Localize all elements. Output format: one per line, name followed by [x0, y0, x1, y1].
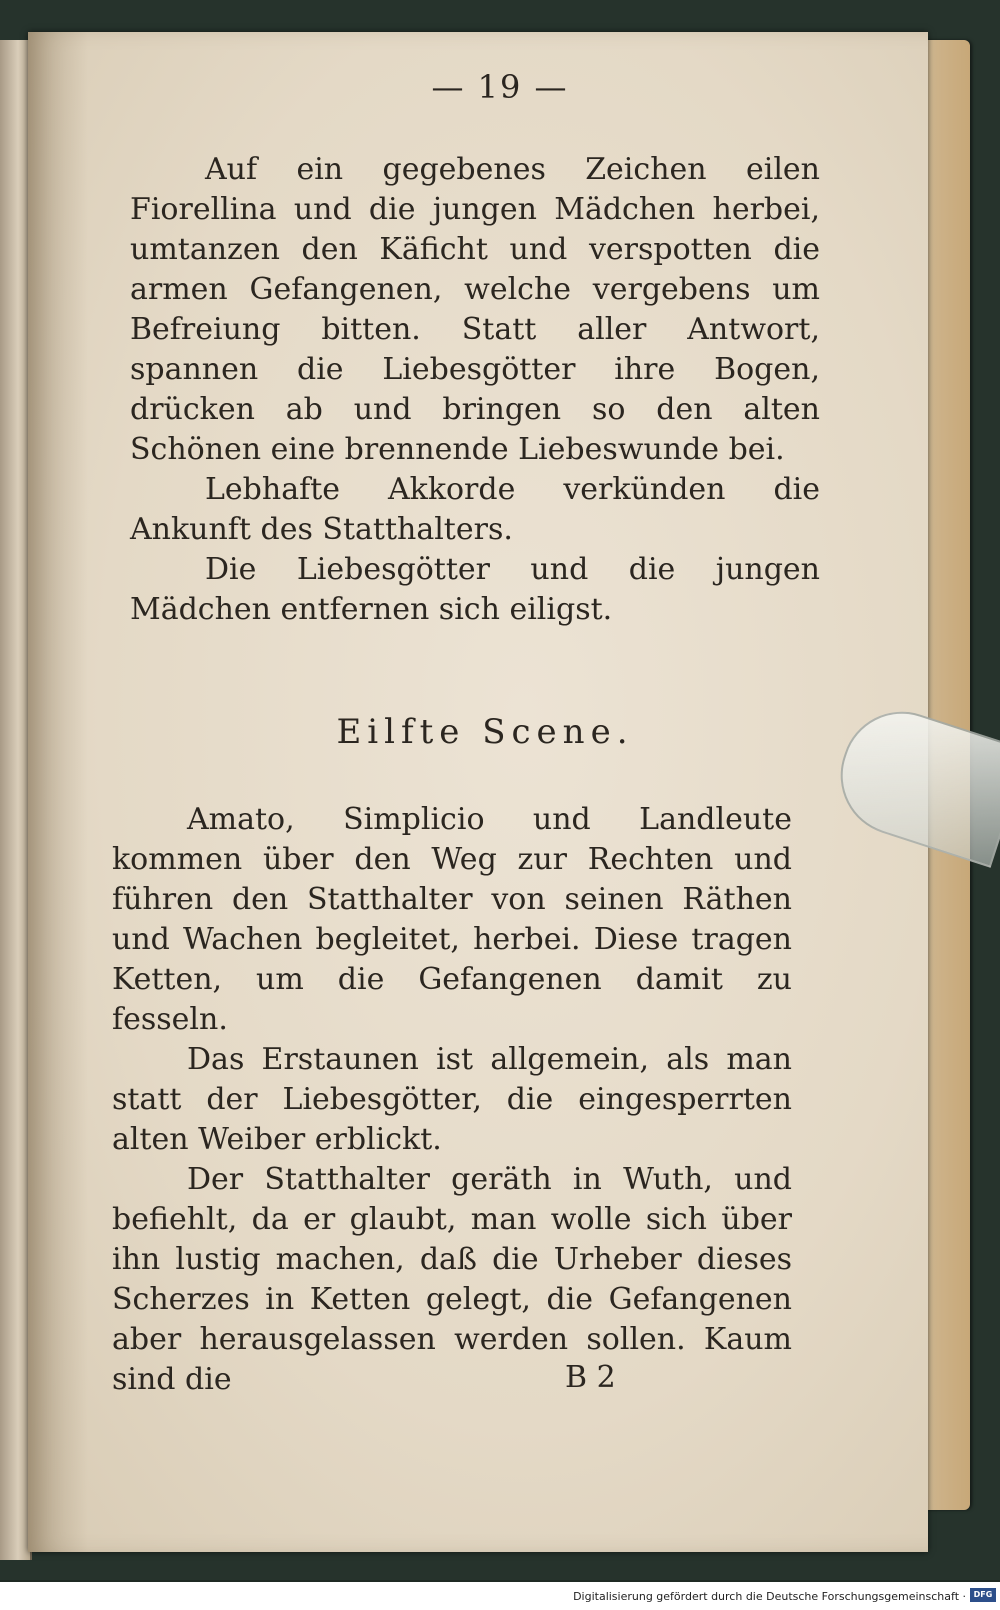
signature-mark: B 2: [565, 1360, 616, 1395]
gutter-shadow: [28, 32, 88, 1552]
paragraph: Amato, Simplicio und Landleute kommen über den Weg zur Rechten und führen den Statthalter von seinen Räthen und Wachen begleitet, herbei. Diese tragen Ketten, um die Gefangenen damit zu fesseln.: [112, 802, 792, 1037]
text-block-top: [130, 150, 820, 630]
paragraph: Auf ein gegebenes Zeichen eilen Fiorellina und die jungen Mädchen herbei, umtanzen den Käficht und verspotten die armen Gefangenen, welche vergebens um Befreiung bitten. Statt aller Antwort, spannen die Liebesgötter ihre Bogen, drücken ab und bringen so den alten Schönen eine brennende Liebeswunde bei.: [130, 152, 820, 467]
dfg-logo: DFG: [970, 1588, 996, 1602]
text-block-bottom: [112, 800, 792, 1400]
paragraph: Lebhafte Akkorde verkünden die Ankunft des Statthalters.: [130, 472, 820, 547]
paragraph: Der Statthalter geräth in Wuth, und befiehlt, da er glaubt, man wolle sich über ihn lustig machen, daß die Urheber dieses Scherzes in Ketten gelegt, die Gefangenen aber herausgelassen werden sollen. Kaum sind die: [112, 1162, 792, 1397]
scene-heading: Eilfte Scene.: [336, 712, 634, 752]
page-number: — 19 —: [431, 68, 569, 106]
paragraph: Die Liebesgötter und die jungen Mädchen entfernen sich eiligst.: [130, 552, 820, 627]
paragraph: Das Erstaunen ist allgemein, als man statt der Liebesgötter, die eingesperrten alten Weiber erblickt.: [112, 1042, 792, 1157]
footer-bar: [0, 1582, 1000, 1610]
footer-credit: Digitalisierung gefördert durch die Deutsche Forschungsgemeinschaft ·: [573, 1590, 966, 1603]
